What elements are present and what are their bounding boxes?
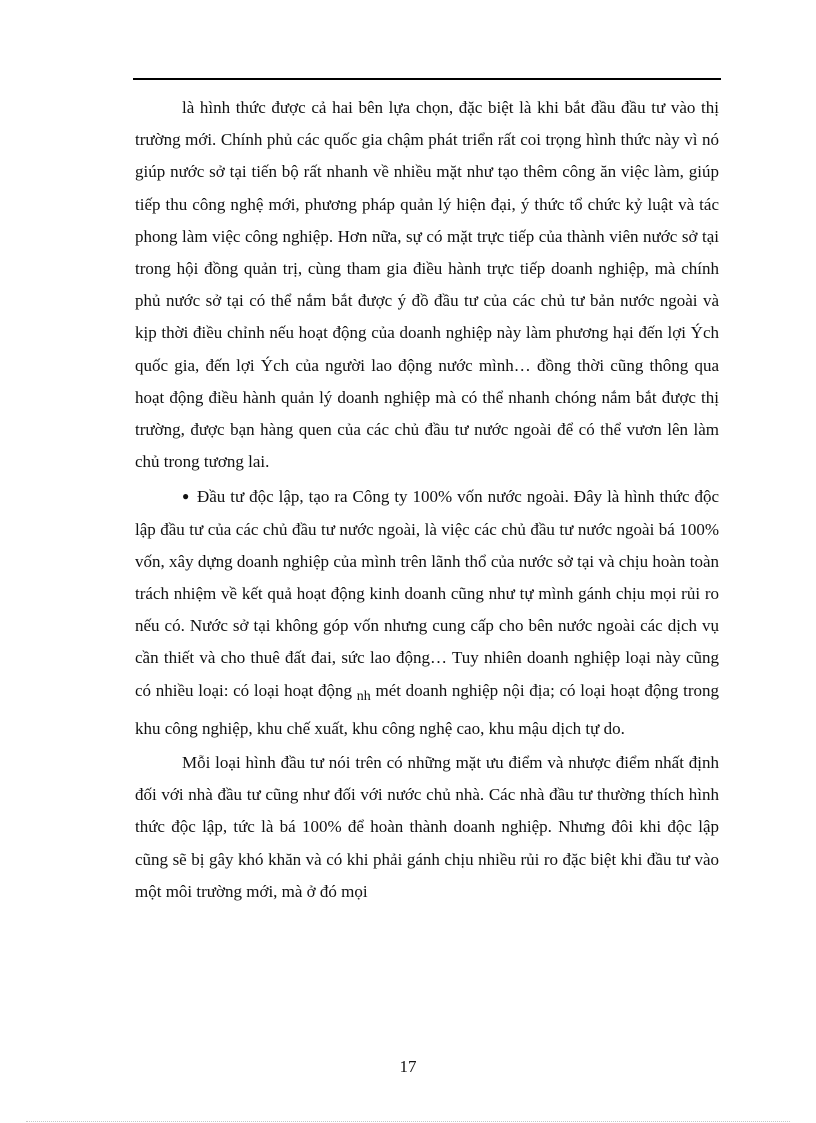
text-line: nhất định đối với nhà đầu tư cũng như đối với nước chủ nhà. Các nhà đầu [135, 753, 720, 805]
paragraph-1 [135, 92, 719, 478]
text-line: động trong khu công nghiệp, khu chế xuất, khu công nghệ cao, khu mậu [135, 680, 720, 738]
text-line: nhiều loại: có loại hoạt động [155, 680, 357, 700]
text-line: doanh cũng như tự mình gánh chịu mọi rủi ro nếu có. Nước sở tại không [135, 584, 719, 636]
bullet-icon: ● [182, 489, 190, 504]
text-line: Đầu tư độc lập, tạo ra Công ty 100% vốn nước ngoài. Đây là hình [196, 487, 655, 507]
text-line: điều chỉnh nếu hoạt động của doanh nghiệp này làm phương hại đến lợi [193, 323, 686, 343]
text-line: thông qua hoạt động điều hành quản lý doanh nghiệp mà có thể nhanh [135, 355, 719, 407]
text-line: thức độc lập đầu tư của các chủ đầu tư nước ngoài, là việc các chủ đầu tư [135, 487, 720, 539]
text-line: nữa, sự có mặt trực tiếp của thành viên nước sở tại trong hội đồng quản trị, [135, 226, 719, 279]
text-line: thêm công ăn việc làm, giúp tiếp thu công nghệ mới, phương pháp quản lý [135, 162, 720, 214]
paragraph-3 [135, 747, 719, 908]
text-line: nước ngoài để có thể vươn lên làm chủ trong tương lai. [135, 420, 720, 472]
document-body [135, 92, 719, 910]
text-line: tư thường thích hình thức độc lập, tức là bá 100% để hoàn thành doanh [135, 785, 719, 837]
text-line: cùng tham gia điều hành trực tiếp doanh nghiệp, mà chính phủ nước sở tại [135, 259, 720, 311]
page-number: 17 [399, 1057, 417, 1076]
text-line: nước ngoài bá 100% vốn, xây dựng doanh nghiệp của mình trên lãnh thổ [135, 519, 719, 571]
text-line: nghiệp. Nhưng đôi khi độc lập cũng sẽ bị gây khó khăn và có khi phải gánh [135, 817, 720, 869]
text-line: Mỗi loại hình đầu tư nói trên có những mặt ưu điểm và nhược điểm [182, 753, 650, 773]
text-line: Ých quốc gia, đến lợi Ých của người lao động nước mình… đồng thời cũng [135, 323, 719, 375]
text-line: của nước sở tại và chịu hoàn toàn trách nhiệm về kết quả hoạt động kinh [135, 551, 719, 604]
header-rule [133, 78, 721, 80]
page-boundary-dots [26, 1121, 790, 1122]
text-line: là hình thức được cả hai bên lựa chọn, đặc biệt là khi bắt đầu đầu tư [182, 98, 666, 117]
text-line: chóng nắm bắt được thị trường, được bạn hàng quen của các chủ đầu tư [135, 387, 720, 440]
text-line: vào thị trường mới. Chính phủ các quốc gia chậm phát triển rất coi trọng [135, 98, 720, 150]
subscript-fragment: nh [356, 688, 371, 704]
text-line: hiện đại, ý thức tổ chức kỷ luật và tác phong làm việc công nghiệp. Hơn [135, 194, 719, 246]
text-line: góp vốn nhưng cung cấp cho bên nước ngoài các dịch vụ cần thiết và cho [135, 616, 719, 668]
paragraph-2 [135, 480, 719, 745]
text-line: hình thức này vì nó giúp nước sở tại tiến bộ rất nhanh về nhiều mặt như tạo [135, 130, 720, 182]
text-line: mét doanh nghiệp nội địa; có loại hoạt [370, 680, 640, 700]
text-line: chịu nhiều rủi ro đặc biệt khi đầu tư vào một môi trường mới, mà ở đó mọi [135, 849, 719, 901]
text-line: dịch tự do. [551, 718, 625, 738]
text-line: có thể nắm bắt được ý đồ đầu tư của các chủ tư bản nước ngoài và kịp thời [135, 291, 719, 343]
text-line: thuê đất đai, sức lao động… Tuy nhiên doanh nghiệp loại này cũng có [135, 648, 719, 700]
